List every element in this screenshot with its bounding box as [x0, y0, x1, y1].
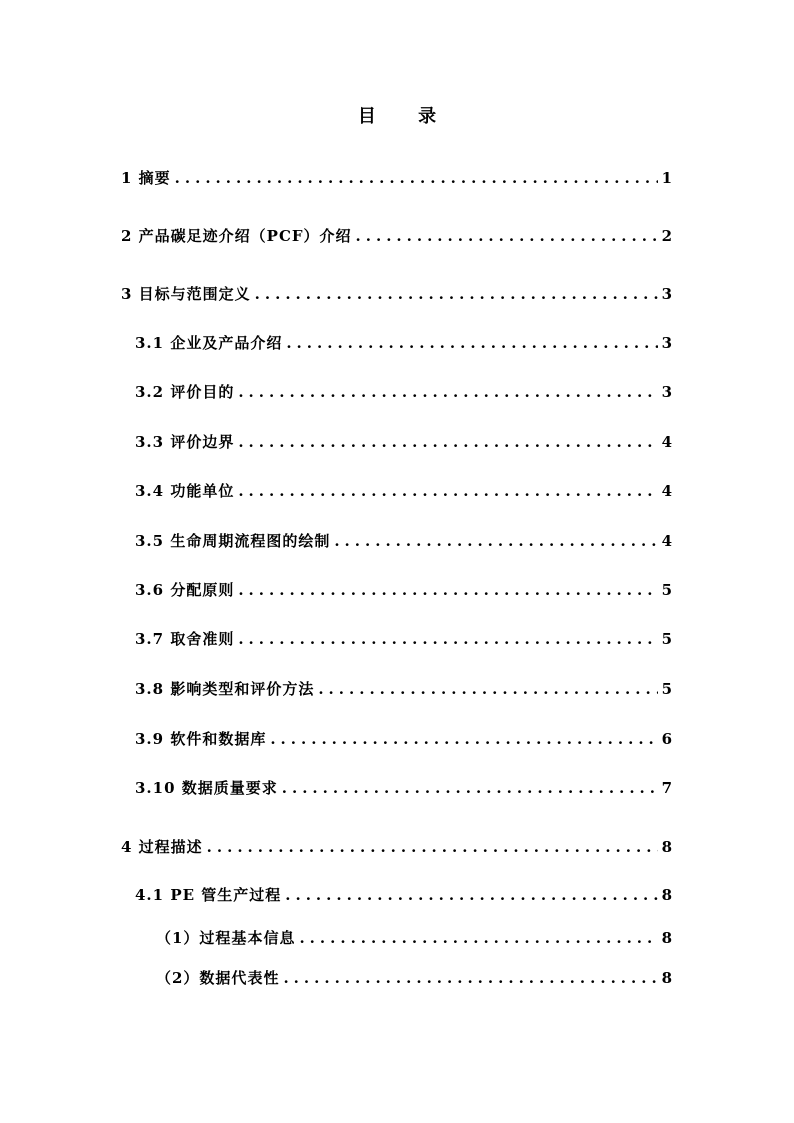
toc-entry-2[interactable] — [121, 222, 672, 246]
toc-leader-dots — [356, 226, 658, 246]
toc-leader-dots — [285, 885, 657, 905]
toc-entry-3-1[interactable] — [135, 329, 672, 353]
toc-entry-page: 2 — [661, 227, 672, 245]
toc-entry-page: 8 — [661, 929, 672, 947]
toc-entry-label: 4 过程描述 — [121, 838, 203, 856]
toc-entry-label: 3.1 企业及产品介绍 — [135, 334, 283, 352]
toc-entry-label: （2）数据代表性 — [156, 969, 280, 987]
toc-entry-label: 4.1 PE 管生产过程 — [135, 886, 282, 904]
toc-entry-3-9[interactable] — [135, 725, 672, 749]
toc-entry-4-1-2[interactable] — [156, 964, 672, 988]
toc-entry-3-8[interactable] — [135, 675, 672, 699]
toc-entry-label: 3.9 软件和数据库 — [135, 730, 267, 748]
toc-leader-dots — [299, 928, 657, 948]
toc-entry-page: 5 — [661, 630, 672, 648]
toc-entry-3-6[interactable] — [135, 576, 672, 600]
toc-entry-4-1-1[interactable] — [156, 924, 672, 948]
toc-entry-3[interactable] — [121, 280, 672, 304]
toc-entry-page: 7 — [661, 779, 672, 797]
toc-entry-4[interactable] — [121, 833, 672, 857]
toc-entry-page: 8 — [661, 886, 672, 904]
toc-entry-3-5[interactable] — [135, 527, 672, 551]
toc-entry-page: 8 — [661, 838, 672, 856]
toc-entry-label: 3 目标与范围定义 — [121, 285, 251, 303]
toc-entry-label: 3.10 数据质量要求 — [135, 779, 278, 797]
toc-entry-label: 1 摘要 — [121, 169, 171, 187]
toc-entry-page: 3 — [661, 285, 672, 303]
toc-entry-3-4[interactable] — [135, 477, 672, 501]
toc-entry-3-2[interactable] — [135, 378, 672, 402]
toc-leader-dots — [282, 778, 658, 798]
toc-entry-label: 3.7 取舍准则 — [135, 630, 235, 648]
toc-entry-page: 3 — [661, 334, 672, 352]
toc-entry-3-7[interactable] — [135, 625, 672, 649]
toc-leader-dots — [238, 382, 657, 402]
toc-entry-label: 3.2 评价目的 — [135, 383, 235, 401]
toc-leader-dots — [334, 531, 657, 551]
toc-leader-dots — [175, 168, 658, 188]
toc-leader-dots — [238, 629, 657, 649]
toc-entry-label: 3.8 影响类型和评价方法 — [135, 680, 315, 698]
toc-entry-label: 2 产品碳足迹介绍（PCF）介绍 — [121, 227, 352, 245]
toc-entry-label: 3.3 评价边界 — [135, 433, 235, 451]
toc-leader-dots — [283, 968, 657, 988]
toc-entry-page: 5 — [661, 581, 672, 599]
toc-entry-label: 3.5 生命周期流程图的绘制 — [135, 532, 331, 550]
toc-entry-page: 4 — [661, 433, 672, 451]
toc-entry-page: 5 — [661, 680, 672, 698]
toc-entry-label: 3.4 功能单位 — [135, 482, 235, 500]
toc-entry-page: 1 — [661, 169, 672, 187]
toc-entry-page: 8 — [661, 969, 672, 987]
toc-entry-3-3[interactable] — [135, 428, 672, 452]
toc-entry-label: （1）过程基本信息 — [156, 929, 296, 947]
toc-leader-dots — [255, 284, 658, 304]
toc-leader-dots — [238, 432, 657, 452]
toc-leader-dots — [207, 837, 658, 857]
toc-entry-4-1[interactable] — [135, 881, 672, 905]
toc-entry-1[interactable] — [121, 164, 672, 188]
toc-entry-page: 6 — [661, 730, 672, 748]
toc-entry-page: 4 — [661, 482, 672, 500]
toc-leader-dots — [318, 679, 657, 699]
toc-title: 目 录 — [357, 106, 455, 127]
toc-entry-label: 3.6 分配原则 — [135, 581, 235, 599]
toc-entry-page: 3 — [661, 383, 672, 401]
toc-entry-3-10[interactable] — [135, 774, 672, 798]
toc-entry-page: 4 — [661, 532, 672, 550]
toc-leader-dots — [270, 729, 657, 749]
toc-leader-dots — [286, 333, 657, 353]
toc-leader-dots — [238, 580, 657, 600]
toc-leader-dots — [238, 481, 657, 501]
